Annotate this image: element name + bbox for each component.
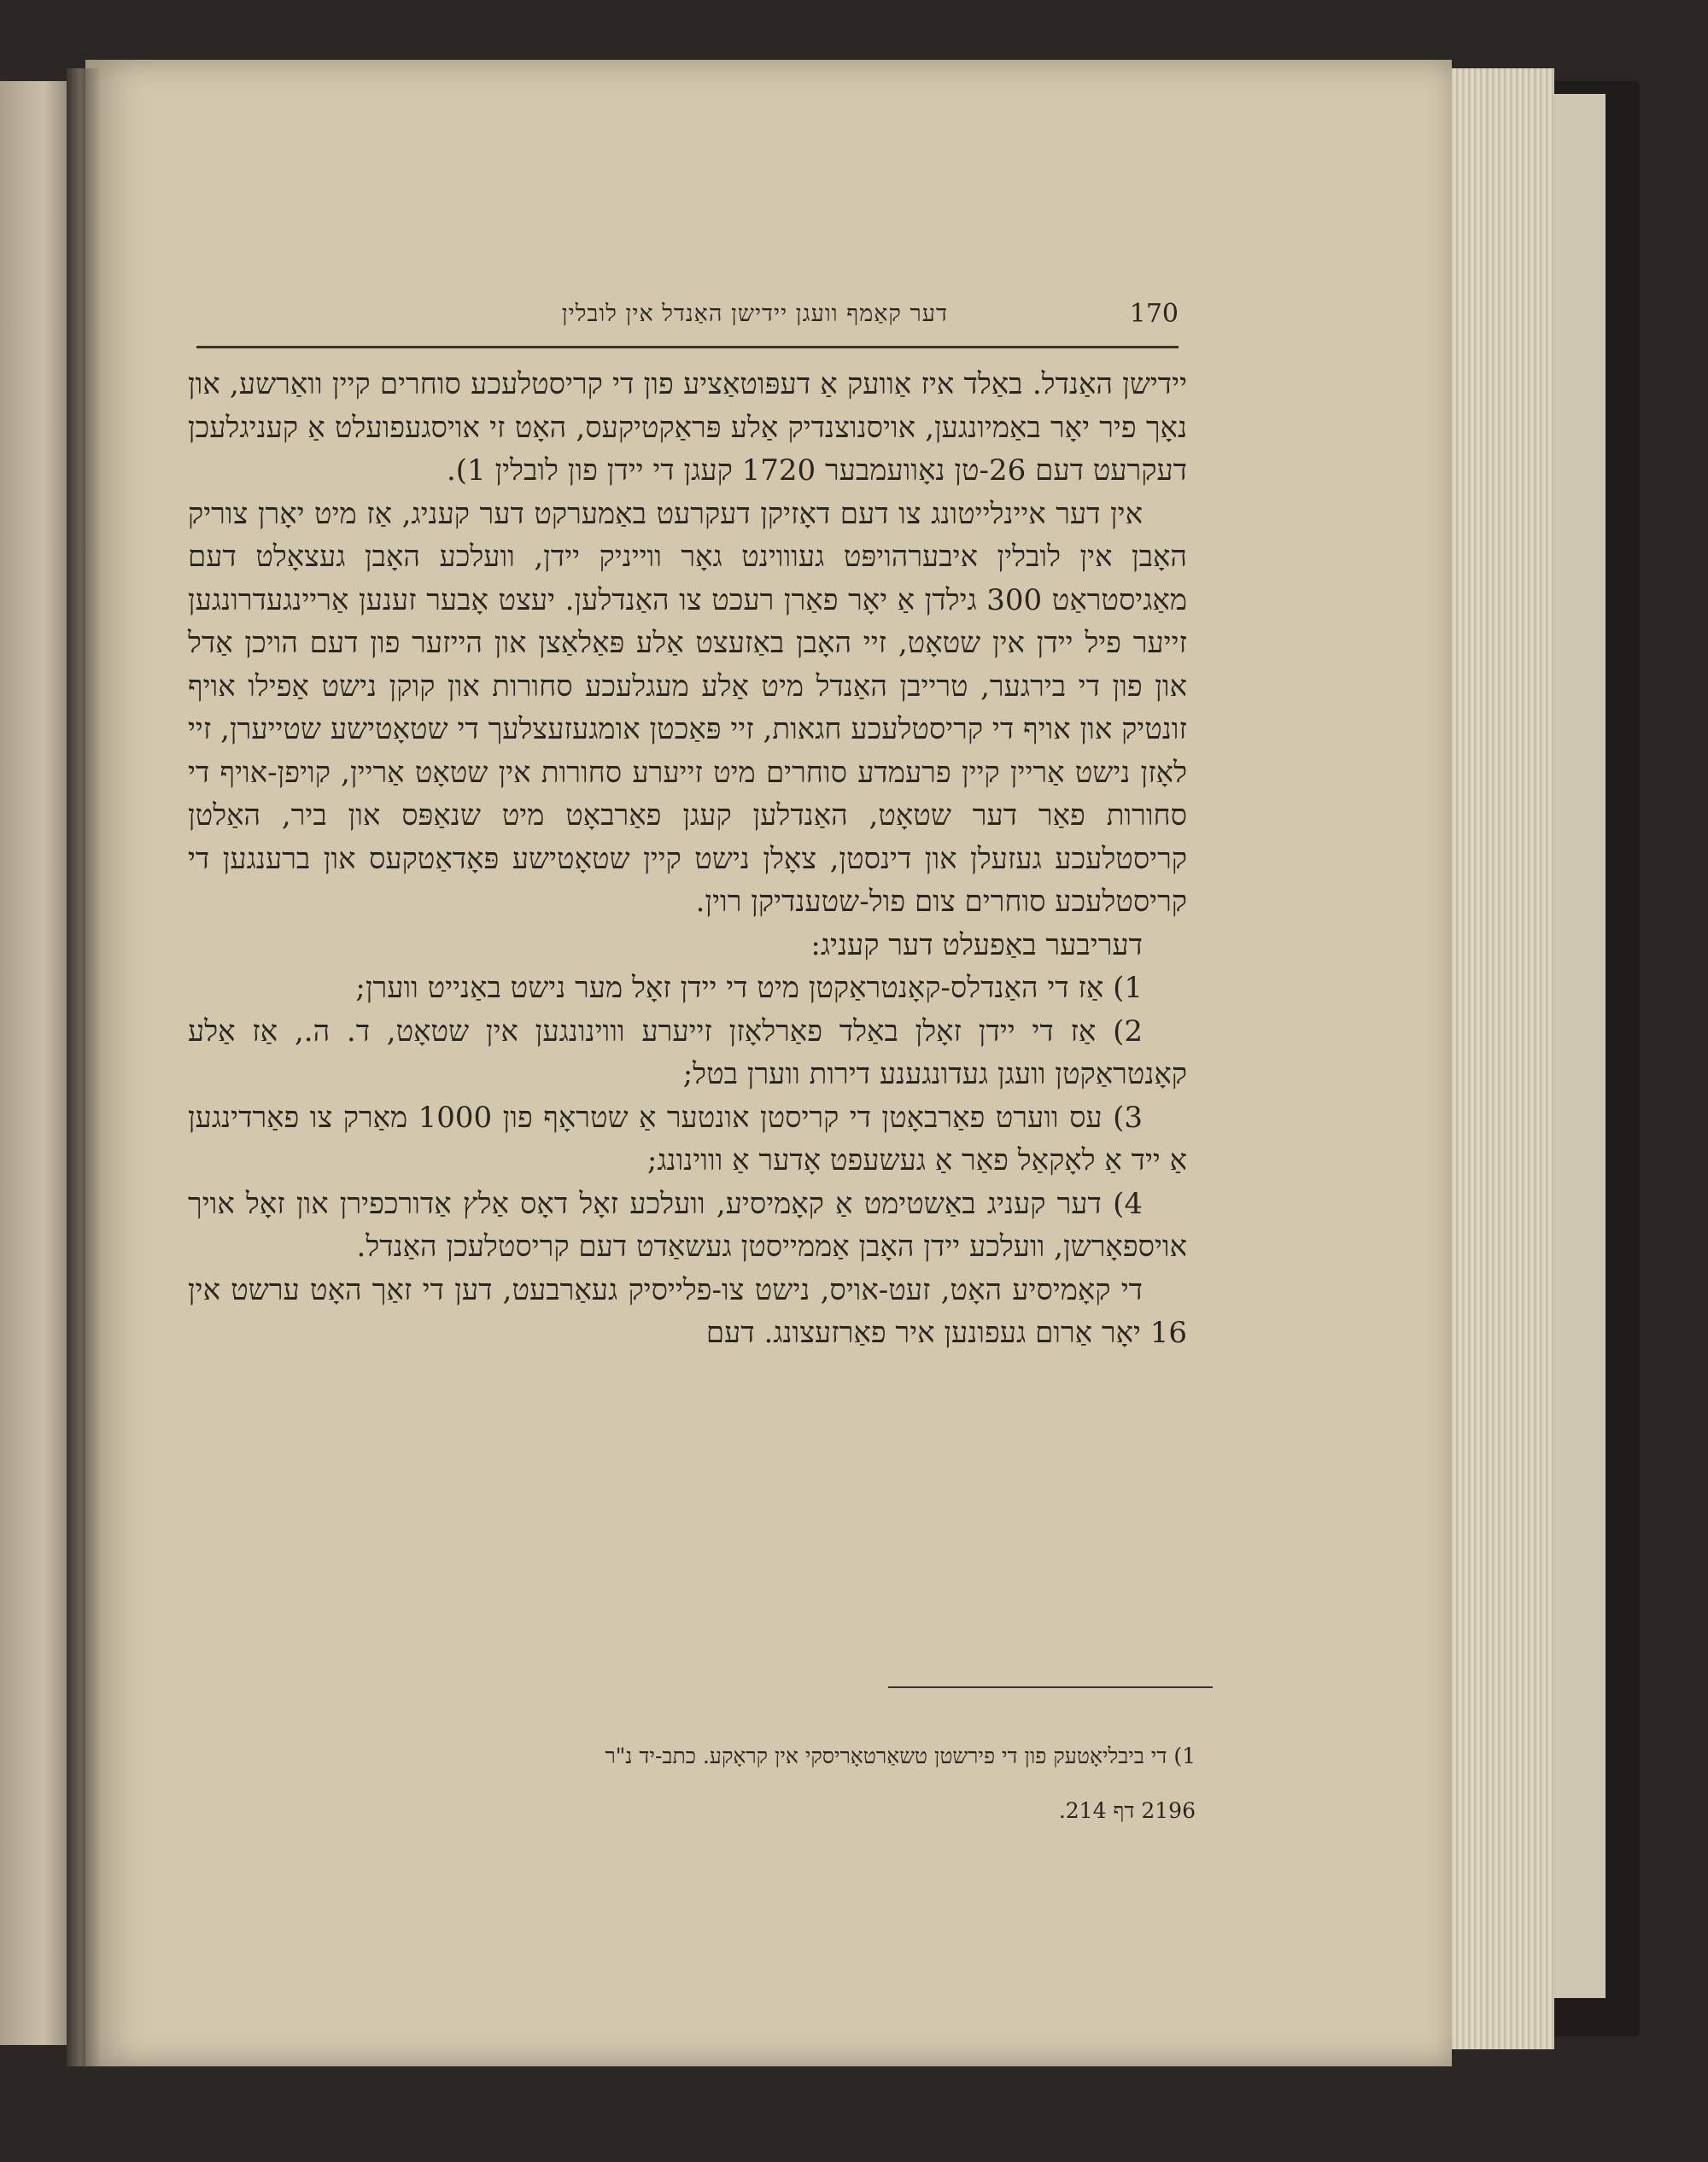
spine-shadow <box>67 68 101 2066</box>
footnote-rule <box>888 1686 1213 1688</box>
paragraph-2: אין דער איינלייטונג צו דעם דאָזיקן דעקרעט באַמערקט דער קעניג, אַז מיט יאָרן צוריק האָבן אין לובלין איבערהויפּט געוווינט גאָר ווייניק יידן, וועלכע האָבן געצאָלט דעם מאַגיסטראַט 300 גילדן אַ יאָר פאַרן רעכט צו האַנדלען. יעצט אָבער זענען אַריינגעדרונגען זייער פיל יידן אין שטאָט, זיי האָבן באַזעצט אַלע פּאַלאַצן און הייזער פון דעם הויכן אַדל און פון די בירגער, טרייבן האַנדל מיט אַלע מעגלעכע סחורות און קוקן נישט אַפילו אויף זונטיק און אויף די קריסטלעכע חגאות, זיי פּאַכטן אומגעזעצלעך די שטאָטישע שטייערן, זיי לאָזן נישט אַריין קיין פרעמדע סוחרים מיט זייערע סחורות אין שטאָט אַריין, קויפן-אויף די סחורות פאַר דער שטאָט, האַנדלען קעגן פאַרבאָט מיט שנאַפּס און ביר, האַלטן קריסטלעכע געזעלן און דינסטן, צאָלן נישט קיין שטאָטישע פּאָדאַטקעס און ברענגען די קריסטלעכע סוחרים צום פול-שטענדיקן רוין. <box>188 496 1187 919</box>
decree-clause-3: 3) עס ווערט פאַרבאָטן די קריסטן אונטער אַ שטראָף פון 1000 מאַרק צו פאַרדינגען אַ ייד אַ לאָקאַל פאַר אַ געשעפט אָדער אַ וווינונג; <box>188 1100 1187 1177</box>
decree-clause-1: 1) אַז די האַנדלס-קאָנטראַקטן מיט די יידן זאָל מער נישט באַנייט ווערן; <box>355 971 1143 1005</box>
page-number: 170 <box>1129 299 1179 329</box>
decree-clause-2: 2) אַז די יידן זאָלן באַלד פאַרלאָזן זייערע וווינונגען אין שטאָט, ד. ה., אַז אַלע קאָנטראַקטן וועגן געדונגענע דירות ווערן בטל; <box>188 1014 1187 1091</box>
footnote-line-1: 1) די ביבליאָטעק פון די פירשטן טשאַרטאָריסקי אין קראָקע. כתב-יד נ"ר <box>605 1744 1196 1768</box>
left-page-edge <box>0 81 73 2045</box>
footnote <box>196 1729 1196 1838</box>
header-rule <box>196 346 1179 348</box>
paragraph-3: דעריבער באַפעלט דער קעניג: <box>810 927 1143 962</box>
decree-clause-4: 4) דער קעניג באַשטימט אַ קאָמיסיע, וועלכע זאָל דאָס אַלץ אַדורכפירן און זאָל אויך אויספאָרשן, וועלכע יידן האָבן אַממייסטן געשאַדט דעם קריסטלעכן האַנדל. <box>188 1186 1187 1264</box>
paragraph-4: די קאָמיסיע האָט, זעט-אויס, נישט צו-פלייסיק געאַרבעט, דען די זאַך האָט ערשט אין 16 יאָר אַרום געפונען איר פאַרזעצונג. דעם <box>188 1272 1187 1350</box>
footnote-line-2: 2196 דף 214. <box>1058 1798 1196 1823</box>
main-text <box>188 363 1187 1355</box>
running-head: דער קאַמף וועגן יידישן האַנדל אין לובלין <box>561 301 948 327</box>
paragraph-1: יידישן האַנדל. באַלד איז אַוועק אַ דעפּוטאַציע פון די קריסטלעכע סוחרים קיין וואַרשע, און נאָך פיר יאָר באַמיונגען, אויסנוצנדיק אַלע פּראַקטיקעס, האָט זי אויסגעפועלט אַ קעניגלעכן דעקרעט דעם 26-טן נאָוועמבער 1720 קעגן די יידן פון לובלין 1). <box>188 367 1187 488</box>
page-edges <box>1435 68 1554 2049</box>
page-header <box>196 290 1179 342</box>
